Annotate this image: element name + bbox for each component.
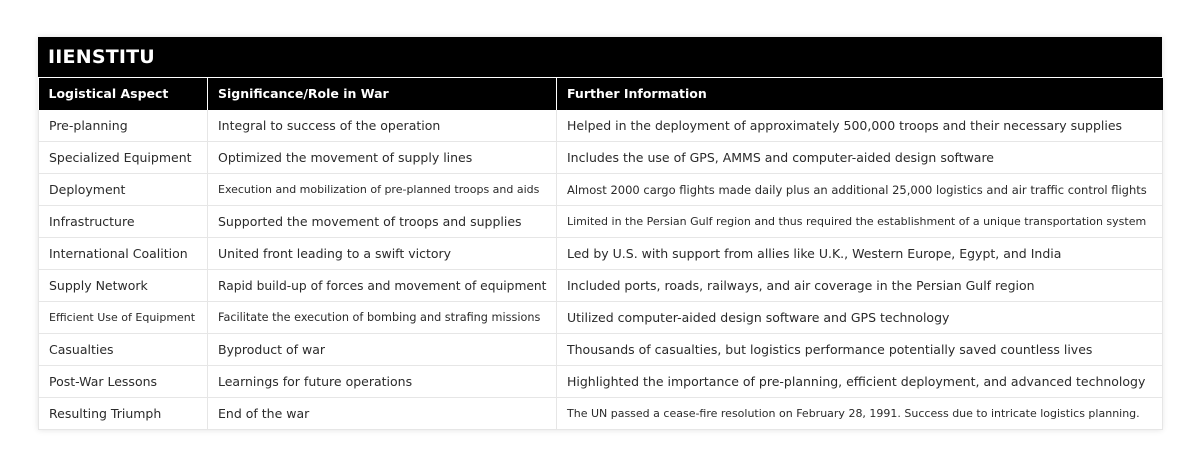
table-row [39, 206, 1163, 238]
cell-aspect: Infrastructure [39, 206, 208, 238]
cell-info: Helped in the deployment of approximately 500,000 troops and their necessary supplies [557, 110, 1163, 142]
table-row [39, 334, 1163, 366]
brand-title: IIENSTITU [38, 37, 1162, 77]
cell-aspect: Post-War Lessons [39, 366, 208, 398]
cell-significance: Execution and mobilization of pre-planned troops and aids [208, 174, 557, 206]
cell-aspect: Efficient Use of Equipment [39, 302, 208, 334]
cell-significance: United front leading to a swift victory [208, 238, 557, 270]
cell-info: Thousands of casualties, but logistics performance potentially saved countless lives [557, 334, 1163, 366]
cell-aspect: Casualties [39, 334, 208, 366]
cell-significance: Learnings for future operations [208, 366, 557, 398]
cell-aspect: Specialized Equipment [39, 142, 208, 174]
table-row [39, 174, 1163, 206]
column-header-logistical-aspect: Logistical Aspect [39, 78, 208, 110]
table-header-row [39, 78, 1163, 110]
cell-info: The UN passed a cease-fire resolution on February 28, 1991. Success due to intricate logistics planning. [557, 398, 1163, 430]
table-row [39, 142, 1163, 174]
table-row [39, 366, 1163, 398]
table-row [39, 302, 1163, 334]
cell-significance: Optimized the movement of supply lines [208, 142, 557, 174]
table-row [39, 398, 1163, 430]
cell-aspect: Pre-planning [39, 110, 208, 142]
cell-significance: End of the war [208, 398, 557, 430]
table-row [39, 270, 1163, 302]
cell-significance: Supported the movement of troops and supplies [208, 206, 557, 238]
cell-info: Utilized computer-aided design software and GPS technology [557, 302, 1163, 334]
cell-info: Almost 2000 cargo flights made daily plus an additional 25,000 logistics and air traffic control flights [557, 174, 1163, 206]
cell-info: Limited in the Persian Gulf region and thus required the establishment of a unique transportation system [557, 206, 1163, 238]
cell-significance: Facilitate the execution of bombing and strafing missions [208, 302, 557, 334]
cell-significance: Rapid build-up of forces and movement of equipment [208, 270, 557, 302]
column-header-further-information: Further Information [557, 78, 1163, 110]
cell-aspect: Resulting Triumph [39, 398, 208, 430]
table-row [39, 238, 1163, 270]
logistics-table [38, 77, 1163, 430]
cell-aspect: International Coalition [39, 238, 208, 270]
data-table-card [38, 37, 1162, 430]
cell-aspect: Supply Network [39, 270, 208, 302]
cell-significance: Byproduct of war [208, 334, 557, 366]
cell-info: Led by U.S. with support from allies like U.K., Western Europe, Egypt, and India [557, 238, 1163, 270]
cell-aspect: Deployment [39, 174, 208, 206]
table-row [39, 110, 1163, 142]
cell-info: Includes the use of GPS, AMMS and computer-aided design software [557, 142, 1163, 174]
cell-info: Highlighted the importance of pre-planning, efficient deployment, and advanced technology [557, 366, 1163, 398]
cell-significance: Integral to success of the operation [208, 110, 557, 142]
cell-info: Included ports, roads, railways, and air coverage in the Persian Gulf region [557, 270, 1163, 302]
column-header-significance: Significance/Role in War [208, 78, 557, 110]
